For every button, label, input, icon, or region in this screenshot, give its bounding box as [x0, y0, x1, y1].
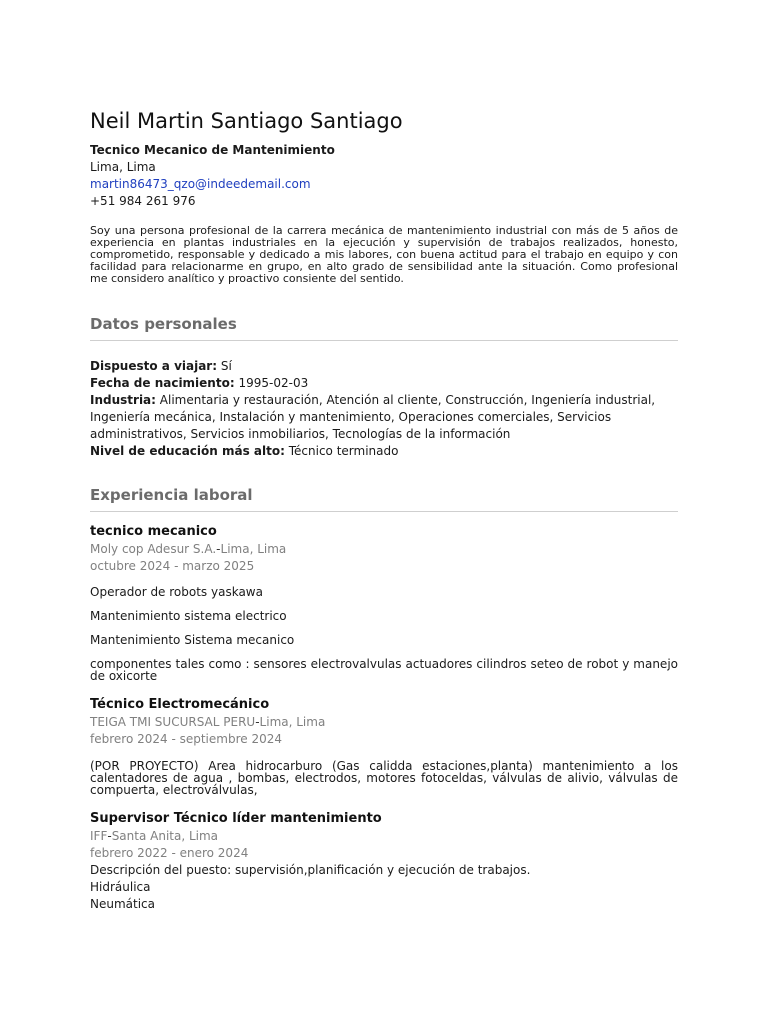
job-title: Técnico Electromecánico	[90, 697, 270, 712]
company-name: Moly cop Adesur S.A.	[90, 542, 217, 556]
job-company	[90, 714, 678, 731]
company-location: Lima, Lima	[220, 542, 287, 556]
job-description-line: Mantenimiento sistema electrico	[90, 609, 287, 623]
job-title: Supervisor Técnico líder mantenimiento	[90, 811, 382, 826]
job-dates: octubre 2024 - marzo 2025	[90, 559, 255, 573]
section-divider	[90, 511, 678, 512]
job-dates: febrero 2022 - enero 2024	[90, 846, 249, 860]
company-separator: -	[255, 715, 260, 729]
company-location: Lima, Lima	[259, 715, 326, 729]
personal-row-travel	[90, 358, 678, 375]
job-entry	[90, 522, 678, 682]
candidate-location: Lima, Lima	[90, 160, 156, 174]
field-value: Alimentaria y restauración, Atención al cliente, Construcción, Ingeniería industrial, Ingeniería mecánica, Instalación y mantenimiento, Operaciones comerciales, Servicios administrativos, Servicios inmobiliarios, Tecnologías de la información	[90, 393, 656, 441]
job-entry	[90, 809, 678, 913]
job-description-line: Operador de robots yaskawa	[90, 585, 263, 599]
section-experience	[90, 485, 678, 512]
company-name: TEIGA TMI SUCURSAL PERU	[90, 715, 256, 729]
job-dates: febrero 2024 - septiembre 2024	[90, 732, 282, 746]
company-separator: -	[107, 829, 112, 843]
section-title-experience: Experiencia laboral	[90, 486, 253, 504]
job-description-line: Hidráulica	[90, 880, 151, 894]
field-label: Fecha de nacimiento:	[90, 376, 235, 390]
job-description-line: Neumática	[90, 897, 155, 911]
field-value: Técnico terminado	[288, 444, 399, 458]
candidate-headline: Tecnico Mecanico de Mantenimiento	[90, 143, 335, 157]
company-name: IFF	[90, 829, 108, 843]
field-label: Nivel de educación más alto:	[90, 444, 285, 458]
field-value: 1995-02-03	[238, 376, 309, 390]
resume-content	[90, 107, 678, 913]
section-divider	[90, 340, 678, 341]
field-label: Dispuesto a viajar:	[90, 359, 218, 373]
personal-row-education	[90, 443, 678, 460]
job-description-line: Mantenimiento Sistema mecanico	[90, 633, 295, 647]
field-label: Industria:	[90, 393, 156, 407]
candidate-name: Neil Martin Santiago Santiago	[90, 109, 403, 133]
personal-row-birthdate	[90, 375, 678, 392]
candidate-phone: +51 984 261 976	[90, 194, 196, 208]
section-personal	[90, 314, 678, 341]
job-entry	[90, 695, 678, 796]
company-location: Santa Anita, Lima	[111, 829, 219, 843]
field-value: Sí	[220, 359, 232, 373]
job-company	[90, 828, 678, 845]
job-company	[90, 541, 678, 558]
personal-info-list	[90, 358, 678, 460]
candidate-email-link[interactable]: martin86473_qzo@indeedemail.com	[90, 177, 311, 191]
personal-row-industry	[90, 392, 678, 443]
job-description-line: Descripción del puesto: supervisión,planificación y ejecución de trabajos.	[90, 863, 531, 877]
job-description-line: (POR PROYECTO) Area hidrocarburo (Gas calidda estaciones,planta) mantenimiento a los calentadores de agua , bombas, electrodos, motores fotoceldas, válvulas de alivio, válvulas de compuerta, electroválvulas,	[90, 759, 678, 797]
section-title-personal: Datos personales	[90, 315, 237, 333]
job-description-line: componentes tales como : sensores electrovalvulas actuadores cilindros seteo de robot y manejo de oxicorte	[90, 657, 678, 683]
candidate-summary: Soy una persona profesional de la carrera mecánica de mantenimiento industrial con más de 5 años de experiencia en plantas industriales en la ejecución y supervisión de trabajos realizados, honesto, comprometido, responsable y dedicado a mis labores, con buena actitud para el trabajo en equipo y con facilidad para relacionarme en grupo, en alto grado de sensibilidad ante la situación. Como profesional me considero analítico y proactivo consiente del sentido.	[90, 224, 678, 285]
company-separator: -	[216, 542, 221, 556]
job-title: tecnico mecanico	[90, 524, 217, 539]
